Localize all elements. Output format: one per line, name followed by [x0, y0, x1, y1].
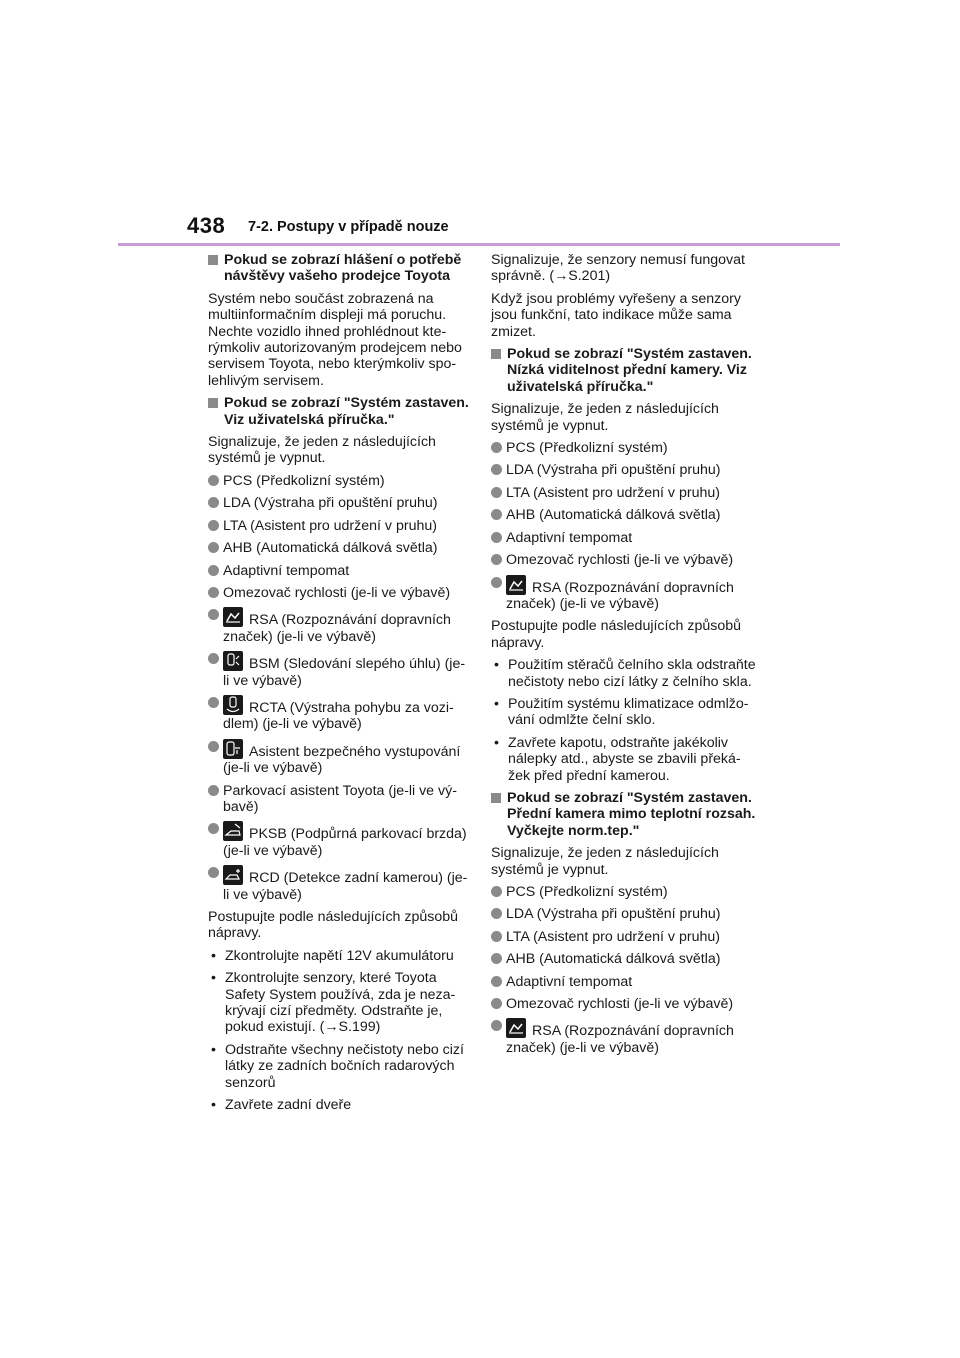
list-item: • Zavřete kapotu, odstraňte jakékoliv nálepky atd., abyste se zbavili překážek před přední kamerou. [494, 734, 741, 784]
circle-bullet-icon [491, 998, 502, 1009]
list-item: • Zavřete zadní dveře [211, 1097, 352, 1114]
paragraph: Signalizuje, že jeden z následujících systémů je vypnut. [491, 401, 719, 434]
list-item: Omezovač rychlosti (je-li ve výbavě) [491, 996, 756, 1012]
circle-bullet-icon [491, 442, 502, 453]
paragraph: Postupujte podle následujících způsobů nápravy. [208, 909, 459, 942]
list-item: LDA (Výstraha při opuštění pruhu) [208, 495, 470, 511]
circle-bullet-icon [491, 931, 502, 942]
paragraph: Postupujte podle následujících způsobů nápravy. [491, 618, 742, 651]
circle-bullet-icon [208, 587, 219, 598]
circle-bullet-icon [491, 532, 502, 543]
circle-bullet-icon [208, 741, 219, 752]
page-header [0, 0, 960, 250]
list-item: LTA (Asistent pro udržení v pruhu) [491, 485, 756, 501]
list-item: • Použitím stěračů čelního skla odstraňte nečistoty nebo cizí látky z čelního skla. [494, 657, 756, 690]
rsa-icon [506, 575, 526, 595]
header-rule [118, 243, 840, 246]
rcd-icon [223, 865, 243, 885]
circle-bullet-icon [208, 785, 219, 796]
list-item: RSA (Rozpoznávání dopravních značek) (je-li ve výbavě) [491, 575, 756, 613]
circle-bullet-icon [491, 953, 502, 964]
chapter-title: 7-2. Postupy v případě nouze [248, 219, 449, 235]
square-bullet-icon [208, 255, 218, 265]
list-item: RSA (Rozpoznávání dopravních značek) (je-li ve výbavě) [491, 1018, 756, 1056]
list-item: RSA (Rozpoznávání dopravních značek) (je-li ve výbavě) [208, 607, 470, 645]
circle-bullet-icon [208, 497, 219, 508]
circle-bullet-icon [208, 520, 219, 531]
circle-bullet-icon [491, 487, 502, 498]
circle-bullet-icon [208, 542, 219, 553]
circle-bullet-icon [491, 976, 502, 987]
paragraph: Signalizuje, že jeden z následujících systémů je vypnut. [208, 434, 436, 467]
right-column [491, 252, 756, 1062]
list-item: Omezovač rychlosti (je-li ve výbavě) [208, 585, 470, 601]
list-item: Adaptivní tempomat [491, 530, 756, 546]
list-item: AHB (Automatická dálková světla) [491, 507, 756, 523]
list-item: Parkovací asistent Toyota (je-li ve výbavě) [208, 783, 470, 816]
circle-bullet-icon [491, 886, 502, 897]
list-item: LTA (Asistent pro udržení v pruhu) [208, 518, 470, 534]
left-column [208, 252, 470, 1119]
square-bullet-icon [491, 793, 501, 803]
safe-exit-icon [223, 739, 243, 759]
paragraph: Když jsou problémy vyřešeny a senzory jsou funkční, tato indikace může sama zmizet. [491, 290, 741, 340]
list-item: PCS (Předkolizní systém) [491, 884, 756, 900]
circle-bullet-icon [491, 908, 502, 919]
list-item: • Zkontrolujte senzory, které Toyota Safety System používá, zda je nezakrývají cizí předměty. Odstraňte je, pokud existují. (→S.199) [211, 970, 456, 1036]
bsm-icon [223, 651, 243, 671]
circle-bullet-icon [491, 577, 502, 588]
circle-bullet-icon [208, 823, 219, 834]
section-heading: Pokud se zobrazí "Systém zastaven. Přední kamera mimo teplotní rozsah. Vyčkejte norm.tep." [491, 790, 756, 839]
list-item: LDA (Výstraha při opuštění pruhu) [491, 906, 756, 922]
list-item: PCS (Předkolizní systém) [491, 440, 756, 456]
rsa-icon [223, 607, 243, 627]
list-item: LDA (Výstraha při opuštění pruhu) [491, 462, 756, 478]
list-item: Omezovač rychlosti (je-li ve výbavě) [491, 552, 756, 568]
rcta-icon [223, 695, 243, 715]
section-heading: Pokud se zobrazí "Systém zastaven. Viz uživatelská příručka." [208, 395, 470, 428]
circle-bullet-icon [208, 475, 219, 486]
page-number: 438 [187, 213, 226, 238]
rsa-icon [506, 1018, 526, 1038]
square-bullet-icon [208, 398, 218, 408]
list-item: Adaptivní tempomat [491, 974, 756, 990]
paragraph: Signalizuje, že senzory nemusí fungovat správně. (→S.201) [491, 252, 745, 285]
circle-bullet-icon [208, 565, 219, 576]
list-item: • Odstraňte všechny nečistoty nebo cizí látky ze zadních bočních radarových senzorů [211, 1041, 464, 1091]
list-item: PKSB (Podpůrná parkovací brzda) (je-li ve výbavě) [208, 821, 470, 859]
circle-bullet-icon [491, 509, 502, 520]
pksb-icon [223, 821, 243, 841]
circle-bullet-icon [491, 1020, 502, 1031]
list-item: PCS (Předkolizní systém) [208, 473, 470, 489]
circle-bullet-icon [208, 609, 219, 620]
list-item: RCTA (Výstraha pohybu za vozidlem) (je-li ve výbavě) [208, 695, 470, 733]
list-item: • Zkontrolujte napětí 12V akumulátoru [211, 947, 454, 964]
circle-bullet-icon [208, 867, 219, 878]
circle-bullet-icon [208, 653, 219, 664]
list-item: RCD (Detekce zadní kamerou) (je-li ve výbavě) [208, 865, 470, 903]
circle-bullet-icon [491, 554, 502, 565]
paragraph: Systém nebo součást zobrazená na multiinformačním displeji má poruchu. Nechte vozidlo ihned prohlédnout kterýmkoliv autorizovaným prodejcem nebo servisem Toyota, nebo kterýmkoliv spolehlivým servisem. [208, 290, 462, 389]
paragraph: Signalizuje, že jeden z následujících systémů je vypnut. [491, 845, 719, 878]
list-item: AHB (Automatická dálková světla) [208, 540, 470, 556]
list-item: LTA (Asistent pro udržení v pruhu) [491, 929, 756, 945]
list-item: BSM (Sledování slepého úhlu) (je-li ve výbavě) [208, 651, 470, 689]
list-item: AHB (Automatická dálková světla) [491, 951, 756, 967]
section-heading: Pokud se zobrazí hlášení o potřebě návštěvy vašeho prodejce Toyota [208, 252, 470, 285]
section-heading: Pokud se zobrazí "Systém zastaven. Nízká viditelnost přední kamery. Viz uživatelská příručka." [491, 346, 756, 395]
square-bullet-icon [491, 349, 501, 359]
list-item: • Použitím systému klimatizace odmlžování odmlžte čelní sklo. [494, 695, 749, 729]
circle-bullet-icon [491, 464, 502, 475]
circle-bullet-icon [208, 697, 219, 708]
list-item: Asistent bezpečného vystupování (je-li ve výbavě) [208, 739, 470, 777]
list-item: Adaptivní tempomat [208, 563, 470, 579]
